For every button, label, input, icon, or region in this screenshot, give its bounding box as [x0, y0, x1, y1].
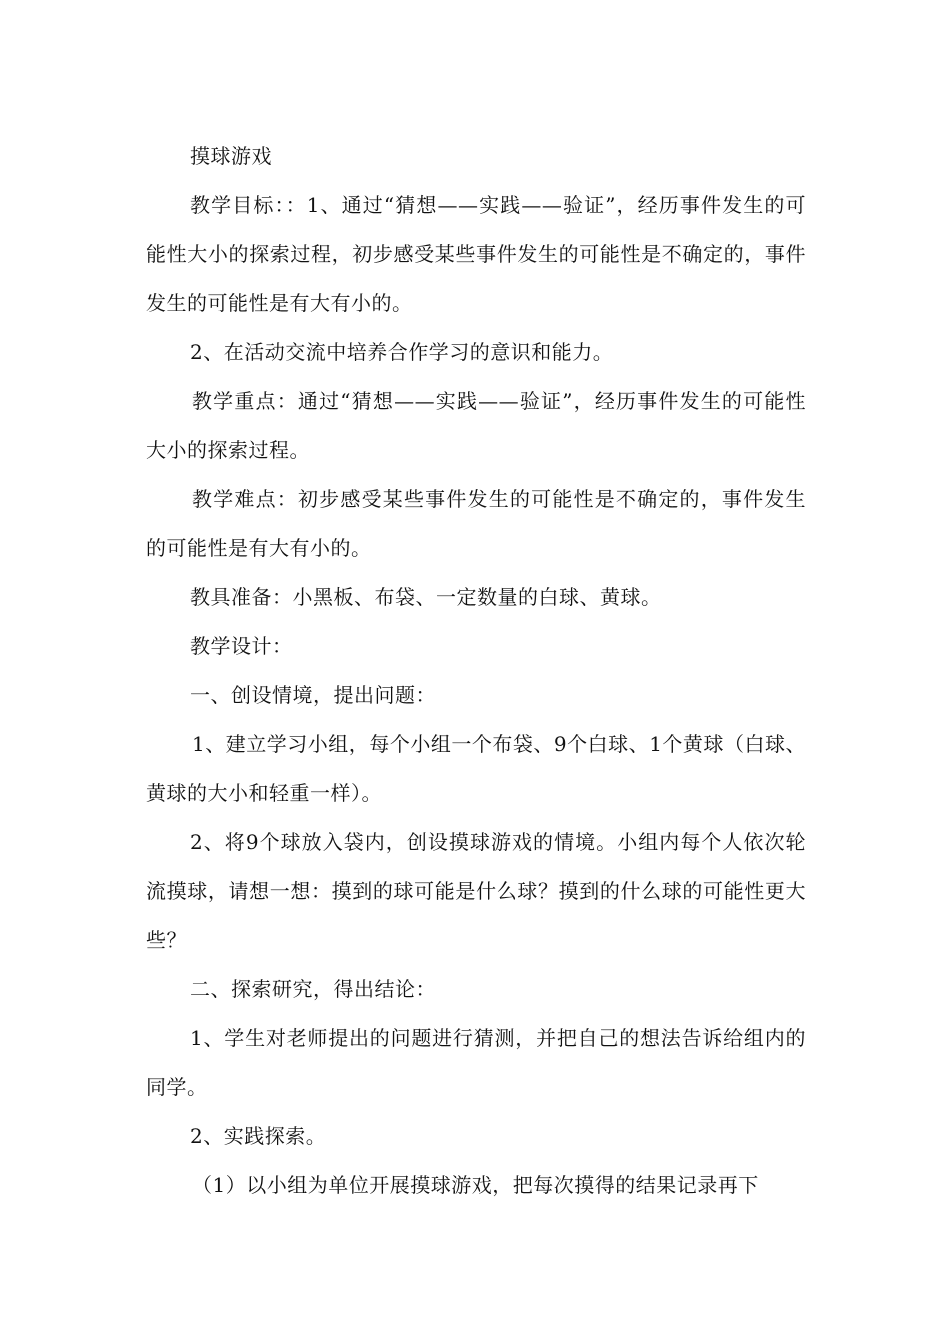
paragraph-section-1-item-2: 2、将9个球放入袋内，创设摸球游戏的情境。小组内每个人依次轮流摸球，请想一想：摸到的球可能是什么球？摸到的什么球的可能性更大些？ [146, 830, 806, 952]
paragraph-materials: 教具准备：小黑板、布袋、一定数量的白球、黄球。 [190, 585, 662, 609]
paragraph-section-2-item-2: 2、实践探索。 [190, 1124, 327, 1148]
paragraph-section-1-heading: 一、创设情境，提出问题： [190, 683, 436, 707]
paragraph-teaching-goals: 教学目标：：1、通过“猜想——实践——验证”，经历事件发生的可能性大小的探索过程，初步感受某些事件发生的可能性是不确定的，事件发生的可能性是有大有小的。 [146, 193, 806, 315]
paragraph-section-2-item-2-1: （1）以小组为单位开展摸球游戏，把每次摸得的结果记录再下 [192, 1173, 759, 1197]
paragraph-difficulties: 教学难点：初步感受某些事件发生的可能性是不确定的，事件发生的可能性是有大有小的。 [146, 487, 806, 560]
paragraph-goal-2: 2、在活动交流中培养合作学习的意识和能力。 [190, 340, 614, 364]
paragraph-key-points: 教学重点：通过“猜想——实践——验证”，经历事件发生的可能性大小的探索过程。 [146, 389, 806, 462]
document-body [146, 132, 806, 1210]
paragraph-section-1-item-1: 1、建立学习小组，每个小组一个布袋、9个白球、1个黄球（白球、黄球的大小和轻重一样）。 [146, 732, 806, 805]
paragraph-section-2-heading: 二、探索研究，得出结论： [190, 977, 436, 1001]
document-title: 摸球游戏 [190, 144, 272, 168]
paragraph-section-2-item-1: 1、学生对老师提出的问题进行猜测，并把自己的想法告诉给组内的同学。 [146, 1026, 806, 1099]
paragraph-design-heading: 教学设计： [190, 634, 293, 658]
